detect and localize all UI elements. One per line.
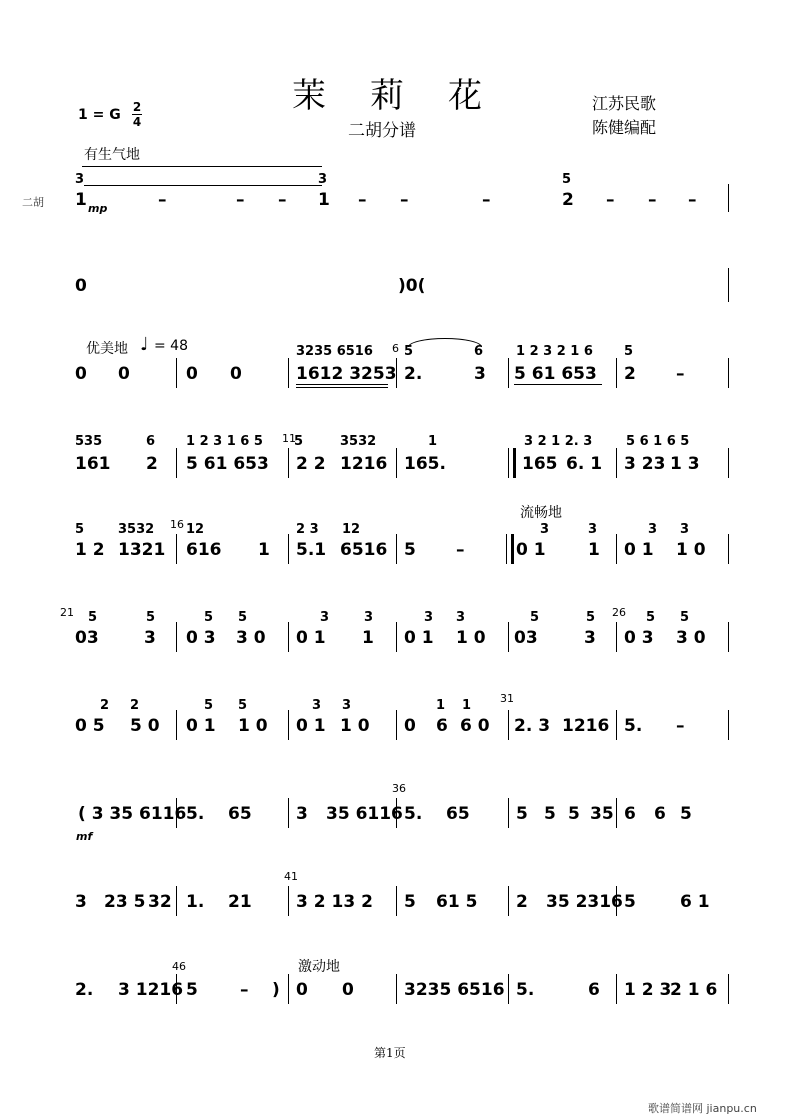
note-upper: 1 2 3 1 6 5 [186,434,263,449]
note: 3 [474,364,486,384]
underline [514,384,602,385]
note: 6 1 [680,892,710,912]
barline [288,798,289,828]
note-upper: 5 [75,522,85,537]
barline [616,886,617,916]
note: 5. [186,804,205,824]
note-upper: 3 [75,172,85,187]
note-upper: 3 [320,610,330,625]
note-upper: 5 [88,610,98,625]
note-upper: 1 [462,698,472,713]
note-upper: 6 [146,434,156,449]
note-upper: 1 [428,434,438,449]
note: 2 [146,454,158,474]
note: – [400,190,409,210]
note-upper: 3 [540,522,550,537]
note-upper: 12 [186,522,205,537]
barline [728,974,729,1004]
note: 6 [624,804,636,824]
measure-number: 26 [612,606,626,619]
note-upper: 5 [562,172,572,187]
measure-number: 36 [392,782,406,795]
repeat-start-barline [508,448,516,478]
note: – [456,540,465,560]
note: 0 [296,980,308,1000]
barline [176,886,177,916]
note: – [358,190,367,210]
barline [176,358,177,388]
note-upper: 3 [312,698,322,713]
note: 35 6116 [326,804,403,824]
note: 0 [75,364,87,384]
barline [176,534,177,564]
barline [728,358,729,388]
underline [296,384,388,385]
note: 616 [186,540,222,560]
note: 1 [258,540,270,560]
barline [508,974,509,1004]
barline [396,448,397,478]
barline [176,448,177,478]
measure-number: 46 [172,960,186,973]
note-upper: 3532 [340,434,377,449]
note-upper: 3 [364,610,374,625]
barline [288,710,289,740]
note: 1. [186,892,205,912]
note: 5 [516,804,528,824]
barline [288,974,289,1004]
note-upper: 5 [680,610,690,625]
barline [396,974,397,1004]
tie-line [82,166,322,167]
barline [396,622,397,652]
note-upper: 3532 [118,522,155,537]
note: 6 [654,804,666,824]
key-signature: 1 = G [78,107,121,123]
barline [396,710,397,740]
score-subtitle: 二胡分谱 [348,121,416,141]
note-upper: 5 6 1 6 5 [626,434,690,449]
note: 2. [75,980,94,1000]
note-upper: 1 2 3 2 1 6 [516,344,593,359]
note-upper: 5 [204,610,214,625]
note: 1321 [118,540,166,560]
underline [296,387,388,388]
dynamic-mp: mp [88,202,108,215]
barline [396,534,397,564]
note: 0 1 [186,716,216,736]
note: 6 0 [460,716,490,736]
note: 0 3 [186,628,216,648]
barline [288,622,289,652]
note: 5 [624,892,636,912]
note: 3 [296,804,308,824]
note: 5 [680,804,692,824]
note: 5. [624,716,643,736]
note: 1216 [562,716,610,736]
dynamic-mf: mf [76,830,93,843]
note-upper: 5 [238,610,248,625]
barline [176,974,177,1004]
note: 2 [562,190,574,210]
note: 0 [75,276,87,296]
barline [616,448,617,478]
note: 5 [544,804,556,824]
note: 0 1 [296,716,326,736]
measure-number: 16 [170,518,184,531]
note: 23 5 [104,892,146,912]
barline [508,710,509,740]
note: 5 61 653 [186,454,269,474]
expression-flowing: 流畅地 [520,505,562,521]
note-upper: 5 [624,344,634,359]
barline [616,534,617,564]
title-char-1: 茉 [292,76,328,116]
note-upper: 6 [474,344,484,359]
note: 0 [342,980,354,1000]
barline [176,622,177,652]
page-number: 第1页 [374,1046,406,1060]
measure-number: 41 [284,870,298,883]
note-upper: 2 3 [296,522,319,537]
note-upper: 5 [586,610,596,625]
note: )0( [398,276,426,296]
barline [616,974,617,1004]
note: 03 [75,628,99,648]
note: 3 0 [676,628,706,648]
note: 0 5 [75,716,105,736]
note: 0 [404,716,416,736]
time-top: 2 [132,100,142,114]
repeat-end-barline [506,534,514,564]
note: – [606,190,615,210]
barline [616,358,617,388]
note: 2. [404,364,423,384]
note: 1612 3253 [296,364,397,384]
note-upper: 5 [646,610,656,625]
note-upper: 5 [530,610,540,625]
note: 65 [228,804,252,824]
note: – [676,364,685,384]
note-upper: 3 [680,522,690,537]
note: 1 0 [456,628,486,648]
note-upper: 5 [204,698,214,713]
note: 6. 1 [566,454,603,474]
arranger-credit: 陈健编配 [592,118,657,137]
note: 03 [514,628,538,648]
note: 1216 [340,454,388,474]
barline [616,622,617,652]
note: 0 1 [404,628,434,648]
note: – [240,980,249,1000]
note: 1 0 [676,540,706,560]
barline [508,798,509,828]
note: 1 [362,628,374,648]
barline [176,798,177,828]
expression-graceful: 优美地 [86,341,128,357]
barline [508,886,509,916]
note: 0 [230,364,242,384]
time-bottom: 4 [132,115,142,129]
note: 0 1 [296,628,326,648]
expression-excited: 激动地 [298,959,340,975]
note: 5.1 [296,540,327,560]
note: 1 2 3 [624,980,672,1000]
note: 1 [588,540,600,560]
note: 2 1 6 [670,980,718,1000]
barline [288,886,289,916]
note: 1 [75,190,87,210]
note: 3235 6516 [404,980,505,1000]
tempo-mark: = 48 [154,338,188,354]
note: 0 [186,364,198,384]
note: 165 [522,454,558,474]
note: 6516 [340,540,388,560]
barline [508,622,509,652]
note-upper: 1 [436,698,446,713]
barline [728,448,729,478]
note: 3 [144,628,156,648]
note-upper: 3 [456,610,466,625]
note: – [158,190,167,210]
barline [396,886,397,916]
note-upper: 5 [238,698,248,713]
note: 1 2 [75,540,105,560]
note-upper: 3 2 1 2. 3 [524,434,593,449]
tie-line [84,185,322,186]
note: 1 0 [238,716,268,736]
note: ) [272,980,280,1000]
note: 6 [436,716,448,736]
note: 5 61 653 [514,364,597,384]
time-signature [130,100,144,129]
note: 21 [228,892,252,912]
note: 61 5 [436,892,478,912]
note-upper: 5 [404,344,414,359]
note: 35 [590,804,614,824]
expression-lively: 有生气地 [84,147,140,163]
note: 35 2316 [546,892,623,912]
note-upper: 3 [318,172,328,187]
note-upper: 3 [342,698,352,713]
barline [508,358,509,388]
note: 6 [588,980,600,1000]
title-char-2: 莉 [370,76,406,116]
instrument-label: 二胡 [22,196,44,209]
note: 2 2 [296,454,326,474]
note: 3 1216 [118,980,184,1000]
origin-credit: 江苏民歌 [592,94,657,113]
note: 3 [75,892,87,912]
note: 3 0 [236,628,266,648]
barline [176,710,177,740]
note: 1 0 [340,716,370,736]
note: 5 0 [130,716,160,736]
barline [616,798,617,828]
measure-number: 31 [500,692,514,705]
note: 5. [516,980,535,1000]
note: 5 [568,804,580,824]
note-upper: 3 [648,522,658,537]
note-upper: 3 [588,522,598,537]
note: – [482,190,491,210]
quarter-note-icon: ♩ [140,334,149,355]
note: 0 1 [516,540,546,560]
barline [288,358,289,388]
note-upper: 535 [75,434,103,449]
barline [288,448,289,478]
note: – [278,190,287,210]
note: 165. [404,454,446,474]
barline [396,358,397,388]
note: 3 23 [624,454,666,474]
note: 5 [404,540,416,560]
note: 3 2 13 2 [296,892,373,912]
title-char-3: 花 [448,76,484,116]
note-upper: 3235 6516 [296,344,373,359]
note-upper: 12 [342,522,361,537]
note-upper: 3 [424,610,434,625]
note: 5 [404,892,416,912]
note: ( 3 35 6116 [78,804,187,824]
watermark-text: 歌谱简谱网 jianpu.cn [648,1102,757,1115]
barline [728,534,729,564]
measure-number: 6 [392,342,399,355]
note: 5. [404,804,423,824]
note-upper: 5 [146,610,156,625]
barline [728,710,729,740]
note: – [688,190,697,210]
note: 65 [446,804,470,824]
barline [288,534,289,564]
note: 2. 3 [514,716,551,736]
measure-number: 21 [60,606,74,619]
note: 32 [148,892,172,912]
note: 1 [318,190,330,210]
note: – [648,190,657,210]
score-title [292,68,526,117]
measure-number: 11 [282,432,296,445]
note: 1 3 [670,454,700,474]
note: 5 [186,980,198,1000]
note: 3 [584,628,596,648]
slur [408,338,482,347]
note: 161 [75,454,111,474]
barline [728,184,729,212]
note: – [676,716,685,736]
note: 2 [516,892,528,912]
note-upper: 2 [130,698,140,713]
barline [616,710,617,740]
barline [396,798,397,828]
barline [728,268,729,302]
note: 0 1 [624,540,654,560]
note: 0 [118,364,130,384]
note: 2 [624,364,636,384]
note: – [236,190,245,210]
barline [728,622,729,652]
note-upper: 2 [100,698,110,713]
note-upper: 5 [294,434,304,449]
note: 0 3 [624,628,654,648]
